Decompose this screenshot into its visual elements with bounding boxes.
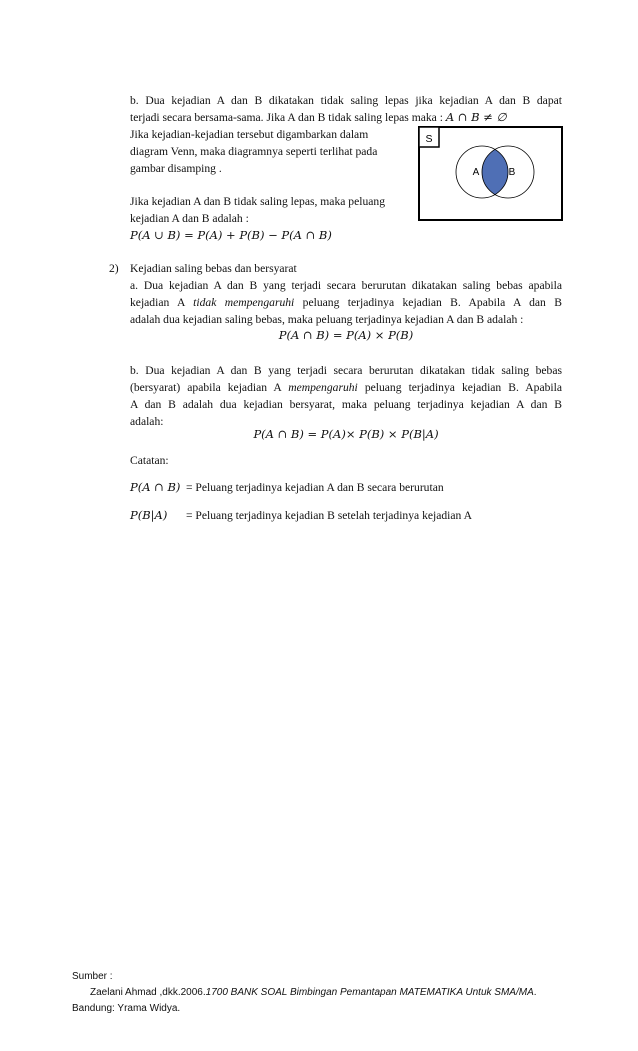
text-span: (bersyarat) apabila kejadian A xyxy=(130,381,289,394)
universe-label: S xyxy=(425,133,433,145)
text-span: kejadian A xyxy=(130,296,194,309)
text-span: peluang terjadinya kejadian B. Apabila A dan B xyxy=(294,296,562,309)
paragraph-line: adalah dua kejadian saling bebas, maka peluang terjadinya kejadian A dan B adalah : xyxy=(130,313,524,326)
emphasis-text: mempengaruhi xyxy=(288,381,358,394)
footer-label: Sumber : xyxy=(72,971,113,982)
paragraph-line: a. Dua kejadian A dan B yang terjadi secara berurutan dikatakan saling bebas apabila xyxy=(130,279,562,292)
paragraph-line: Jika kejadian A dan B tidak saling lepas, maka peluang xyxy=(130,195,385,208)
note-heading: Catatan: xyxy=(130,454,169,467)
paragraph-line xyxy=(130,294,562,311)
independent-formula: P(A ∩ B) = P(A) × P(B) xyxy=(278,328,414,342)
note-math: P(B|A) xyxy=(130,508,168,522)
citation-title: 1700 BANK SOAL Bimbingan Pemantapan MATEMATIKA Untuk SMA/MA xyxy=(205,987,534,998)
label-b: B xyxy=(508,167,516,178)
footer-citation xyxy=(90,985,537,1000)
paragraph-line xyxy=(130,109,570,126)
emphasis-text: tidak mempengaruhi xyxy=(193,296,295,309)
conditional-formula: P(A ∩ B) = P(A)× P(B) × P(B|A) xyxy=(253,427,439,441)
paragraph-line: diagram Venn, maka diagramnya seperti terlihat pada xyxy=(130,145,378,158)
section-heading: Kejadian saling bebas dan bersyarat xyxy=(130,262,297,275)
paragraph-line: adalah: xyxy=(130,415,164,428)
paragraph-line xyxy=(130,379,562,396)
note-text: = Peluang terjadinya kejadian B setelah terjadinya kejadian A xyxy=(186,509,472,522)
math-not-disjoint: A ∩ B ≠ ∅ xyxy=(445,110,507,124)
paragraph-line: Jika kejadian-kejadian tersebut digambarkan dalam xyxy=(130,128,369,141)
note-row xyxy=(130,479,570,496)
note-row xyxy=(130,507,570,524)
footer-publisher: Bandung: Yrama Widya. xyxy=(72,1003,181,1014)
paragraph-line: kejadian A dan B adalah : xyxy=(130,212,249,225)
label-a: A xyxy=(472,167,480,178)
note-math: P(A ∩ B) xyxy=(130,480,181,494)
section-number: 2) xyxy=(109,262,119,275)
text-span: peluang terjadinya kejadian B. Apabila xyxy=(357,381,563,394)
paragraph-line: b. Dua kejadian A dan B dikatakan tidak saling lepas jika kejadian A dan B dapat xyxy=(130,94,562,107)
venn-svg xyxy=(418,126,563,221)
note-text: = Peluang terjadinya kejadian A dan B secara berurutan xyxy=(186,481,444,494)
citation-author: Zaelani Ahmad ,dkk.2006. xyxy=(90,987,206,998)
paragraph-line: gambar disamping . xyxy=(130,162,222,175)
paragraph-line: b. Dua kejadian A dan B yang terjadi secara berurutan dikatakan tidak saling bebas xyxy=(130,364,562,377)
citation-period: . xyxy=(533,987,537,998)
text-span: terjadi secara bersama-sama. Jika A dan B tidak saling lepas maka : xyxy=(130,111,446,124)
paragraph-line: A dan B adalah dua kejadian bersyarat, maka peluang terjadinya kejadian A dan B xyxy=(130,398,562,411)
venn-diagram xyxy=(418,126,563,221)
union-formula: P(A ∪ B) = P(A) + P(B) − P(A ∩ B) xyxy=(130,228,332,242)
